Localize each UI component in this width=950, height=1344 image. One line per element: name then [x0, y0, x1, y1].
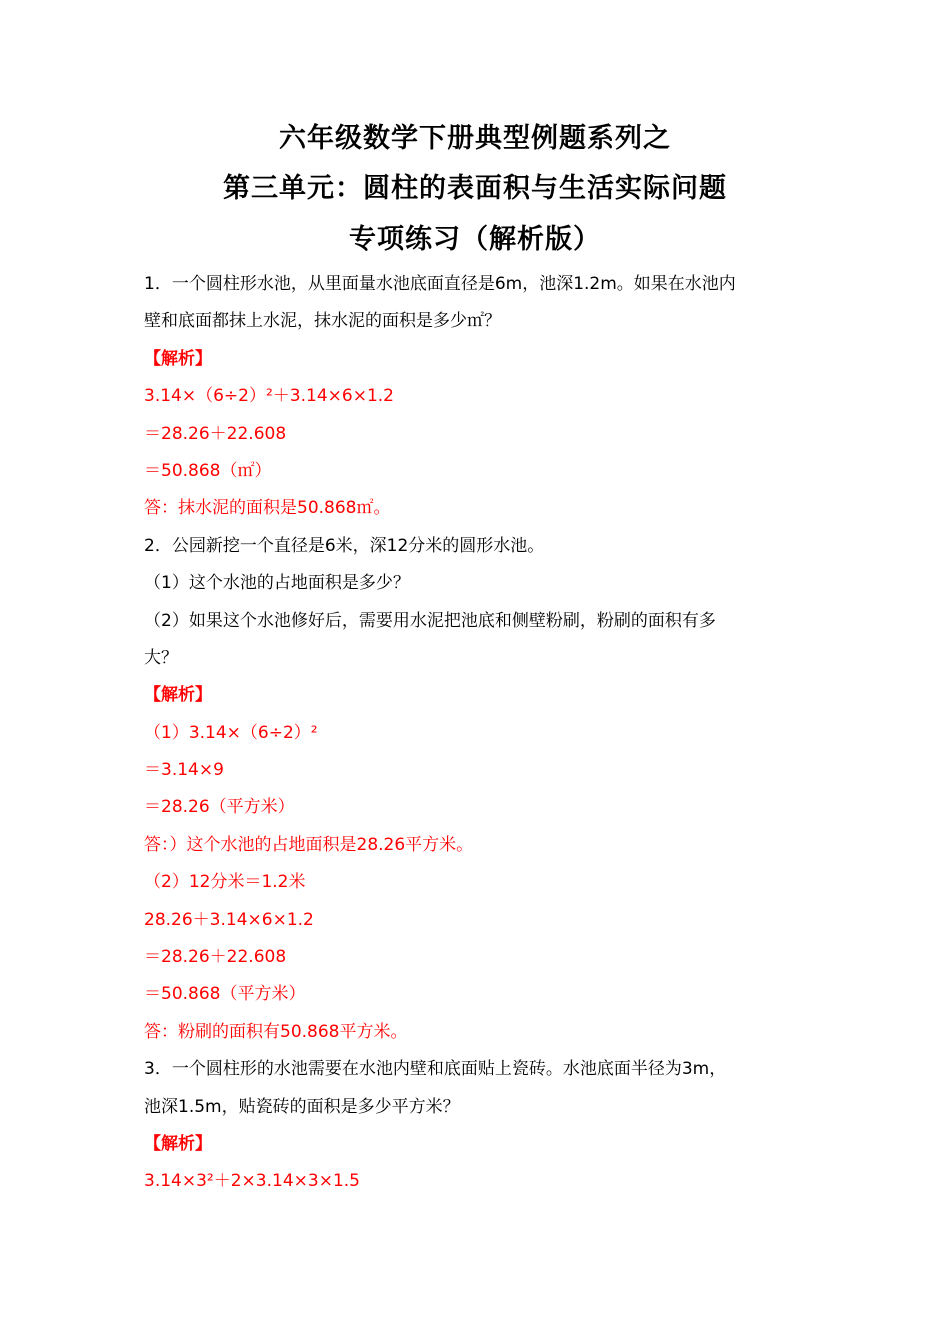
text-line: （1）3.14×（6÷2）² [144, 722, 318, 743]
text-line: 3.14×3²＋2×3.14×3×1.5 [144, 1171, 360, 1192]
document-body [144, 266, 814, 1201]
text-line: 1．一个圆柱形水池，从里面量水池底面直径是6m，池深1.2m。如果在水池内 [144, 274, 736, 294]
title-line-3: 专项练习（解析版） [349, 224, 601, 255]
text-line: 壁和底面都抹上水泥，抹水泥的面积是多少㎡？ [144, 311, 501, 332]
text-line: ＝28.26＋22.608 [144, 423, 287, 444]
text-line: ＝3.14×9 [144, 760, 224, 781]
text-line: 池深1.5m，贴瓷砖的面积是多少平方米？ [144, 1096, 460, 1117]
text-line: ＝28.26＋22.608 [144, 947, 287, 968]
text-line: 3.14×（6÷2）²＋3.14×6×1.2 [144, 386, 394, 407]
text-line: 28.26＋3.14×6×1.2 [144, 909, 314, 930]
analysis-heading: 【解析】 [144, 348, 212, 369]
text-line: （1）这个水池的占地面积是多少？ [144, 573, 410, 594]
text-line: （2）12分米＝1.2米 [144, 872, 306, 893]
answer-line: 答：粉刷的面积有50.868平方米。 [144, 1021, 408, 1042]
text-line: 3．一个圆柱形的水池需要在水池内壁和底面贴上瓷砖。水池底面半径为3m， [144, 1059, 727, 1080]
text-line: ＝50.868（㎡） [144, 460, 272, 481]
text-line: （2）如果这个水池修好后，需要用水泥把池底和侧壁粉刷，粉刷的面积有多 [144, 610, 716, 631]
analysis-heading: 【解析】 [144, 685, 212, 706]
title-line-1: 六年级数学下册典型例题系列之 [279, 123, 671, 154]
answer-line: 答：抹水泥的面积是50.868㎡。 [144, 498, 391, 519]
text-line: ＝28.26（平方米） [144, 797, 295, 818]
text-line: ＝50.868（平方米） [144, 984, 306, 1005]
answer-line: 答：）这个水池的占地面积是28.26平方米。 [144, 834, 474, 855]
text-line: 2．公园新挖一个直径是6米，深12分米的圆形水池。 [144, 535, 545, 556]
title-line-2: 第三单元：圆柱的表面积与生活实际问题 [223, 173, 727, 204]
text-line: 大？ [144, 647, 178, 668]
analysis-heading: 【解析】 [144, 1133, 212, 1154]
